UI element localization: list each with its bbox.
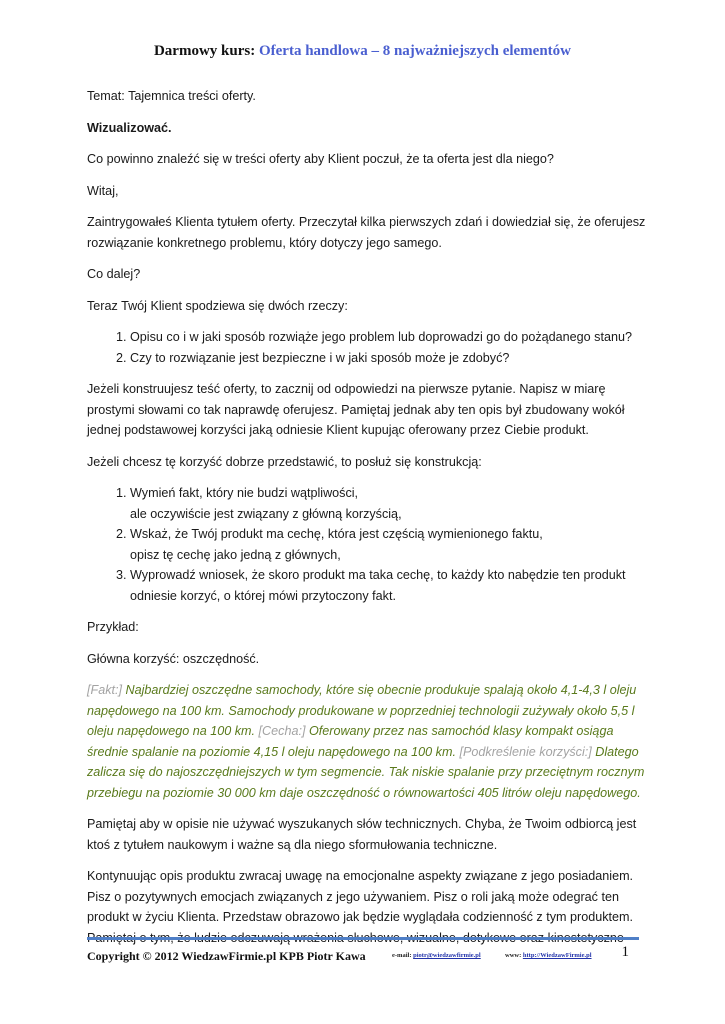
construct-intro: Jeżeli chcesz tę korzyść dobrze przedstawić, to posłuż się konstrukcją:: [87, 454, 482, 469]
build-paragraph: Jeżeli konstruujesz teść oferty, to zacznij od odpowiedzi na pierwsze pytanie. Napisz w miarę prostymi słowami co tak naprawdę oferujesz. Pamiętaj jednak aby ten opis był zbudowany wokół jednej podstawowej korzyści jaką odniesie Klient kupując oferowany przez Ciebie produkt.: [87, 382, 625, 437]
footer-email-link[interactable]: piotr@wiedzawfirmie.pl: [413, 952, 481, 959]
footer-email-label: e-mail:: [392, 952, 412, 959]
example-fact: Najbardziej oszczędne samochody, które się obecnie produkuje spalają około 4,1-4,3 l oleju napędowego na 100 km. Samochody produkowane w poprzedniej technologii zużywały około 5,5 l oleju napędowego na 100 km.: [87, 683, 637, 738]
section-heading: Wizualizować.: [87, 120, 172, 135]
example-feature: Oferowany przez nas samochód klasy kompakt osiąga średnie spalanie na poziomie 4,15 l oleju napędowego na 100 km.: [87, 724, 614, 759]
example-benefit: Dlatego zalicza się do najoszczędniejszych w tym segmencie. Tak niskie spalanie przy przeciętnym rocznym przebiegu na poziomie 30 000 km daje oszczędność o równowartości 405 litrów oleju napędowego.: [87, 744, 645, 800]
expect-list: [87, 327, 647, 368]
footer-copyright: Copyright © 2012 WiedzawFirmie.pl KPB Piotr Kawa: [87, 949, 366, 963]
document-body: [87, 86, 647, 959]
technical-paragraph: Pamiętaj aby w opisie nie używać wyszukanych słów technicznych. Chyba, że Twoim odbiorcą jest ktoś z tytułem naukowym i ważne są dla niego sformułowania techniczne.: [87, 817, 637, 852]
topic-line: Temat: Tajemnica treści oferty.: [87, 89, 256, 103]
list-item: 2. Czy to rozwiązanie jest bezpieczne i w jaki sposób może je zdobyć?: [130, 348, 647, 369]
list-item: 1. Opisu co i w jaki sposób rozwiąże jego problem lub doprowadzi go do pożądanego stanu?: [130, 327, 647, 348]
example-tag-feature: [Cecha:]: [258, 724, 306, 738]
greeting: Witaj,: [87, 183, 119, 198]
header-prefix: Darmowy kurs:: [153, 43, 256, 59]
list-item: [130, 483, 647, 524]
next-question: Co dalej?: [87, 267, 141, 281]
example-paragraph: [87, 680, 647, 803]
page-number: 1: [621, 944, 629, 960]
example-tag-benefit: [Podkreślenie korzyści:]: [459, 744, 592, 759]
main-benefit: Główna korzyść: oszczędność.: [87, 651, 260, 666]
list-item-line: Wskaż, że Twój produkt ma cechę, która jest częścią wymienionego faktu,: [130, 527, 543, 541]
emotional-paragraph: Kontynuując opis produktu zwracaj uwagę na emocjonalne aspekty związane z jego posiadaniem. Pisz o pozytywnych emocjach związanych z jego używaniem. Pisz o roli jaką może odegrać ten produkt w życiu Klienta. Przedstaw obrazowo jak będzie wyglądała codzienność z tym produktem.: [87, 869, 634, 924]
list-item-line: Wyprowadź wniosek, że skoro produkt ma taka cechę, to każdy kto nabędzie ten produkt: [130, 568, 626, 582]
list-item-line: ale oczywiście jest związany z główną korzyścią,: [130, 506, 402, 521]
page-header: [0, 43, 725, 60]
expects-paragraph: Teraz Twój Klient spodziewa się dwóch rzeczy:: [87, 298, 348, 313]
footer-divider: [87, 937, 639, 940]
list-item-line: Wymień fakt, który nie budzi wątpliwości,: [130, 486, 359, 500]
footer-email: [392, 952, 481, 959]
construct-list: [87, 483, 647, 606]
example-label: Przykład:: [87, 620, 139, 634]
footer-www-label: www:: [505, 952, 522, 959]
footer-www-link[interactable]: http://WiedzawFirmie.pl: [522, 952, 592, 959]
example-tag-fact: [Fakt:]: [87, 683, 122, 697]
question-paragraph: Co powinno znaleźć się w treści oferty aby Klient poczuł, że ta oferta jest dla niego?: [87, 152, 554, 166]
footer-www: [505, 952, 592, 959]
list-item: [130, 524, 647, 565]
page-footer: [87, 944, 639, 968]
list-item: [130, 565, 647, 606]
list-item-line: opisz tę cechę jako jedną z głównych,: [130, 547, 341, 562]
list-item-line: odniesie korzyć, o której mówi przytoczony fakt.: [130, 588, 396, 603]
header-title: Oferta handlowa – 8 najważniejszych elementów: [258, 43, 572, 59]
intro-paragraph: Zaintrygowałeś Klienta tytułem oferty. Przeczytał kilka pierwszych zdań i dowiedział się, że oferujesz rozwiązanie konkretnego problemu, który dotyczy jego samego.: [87, 215, 646, 250]
